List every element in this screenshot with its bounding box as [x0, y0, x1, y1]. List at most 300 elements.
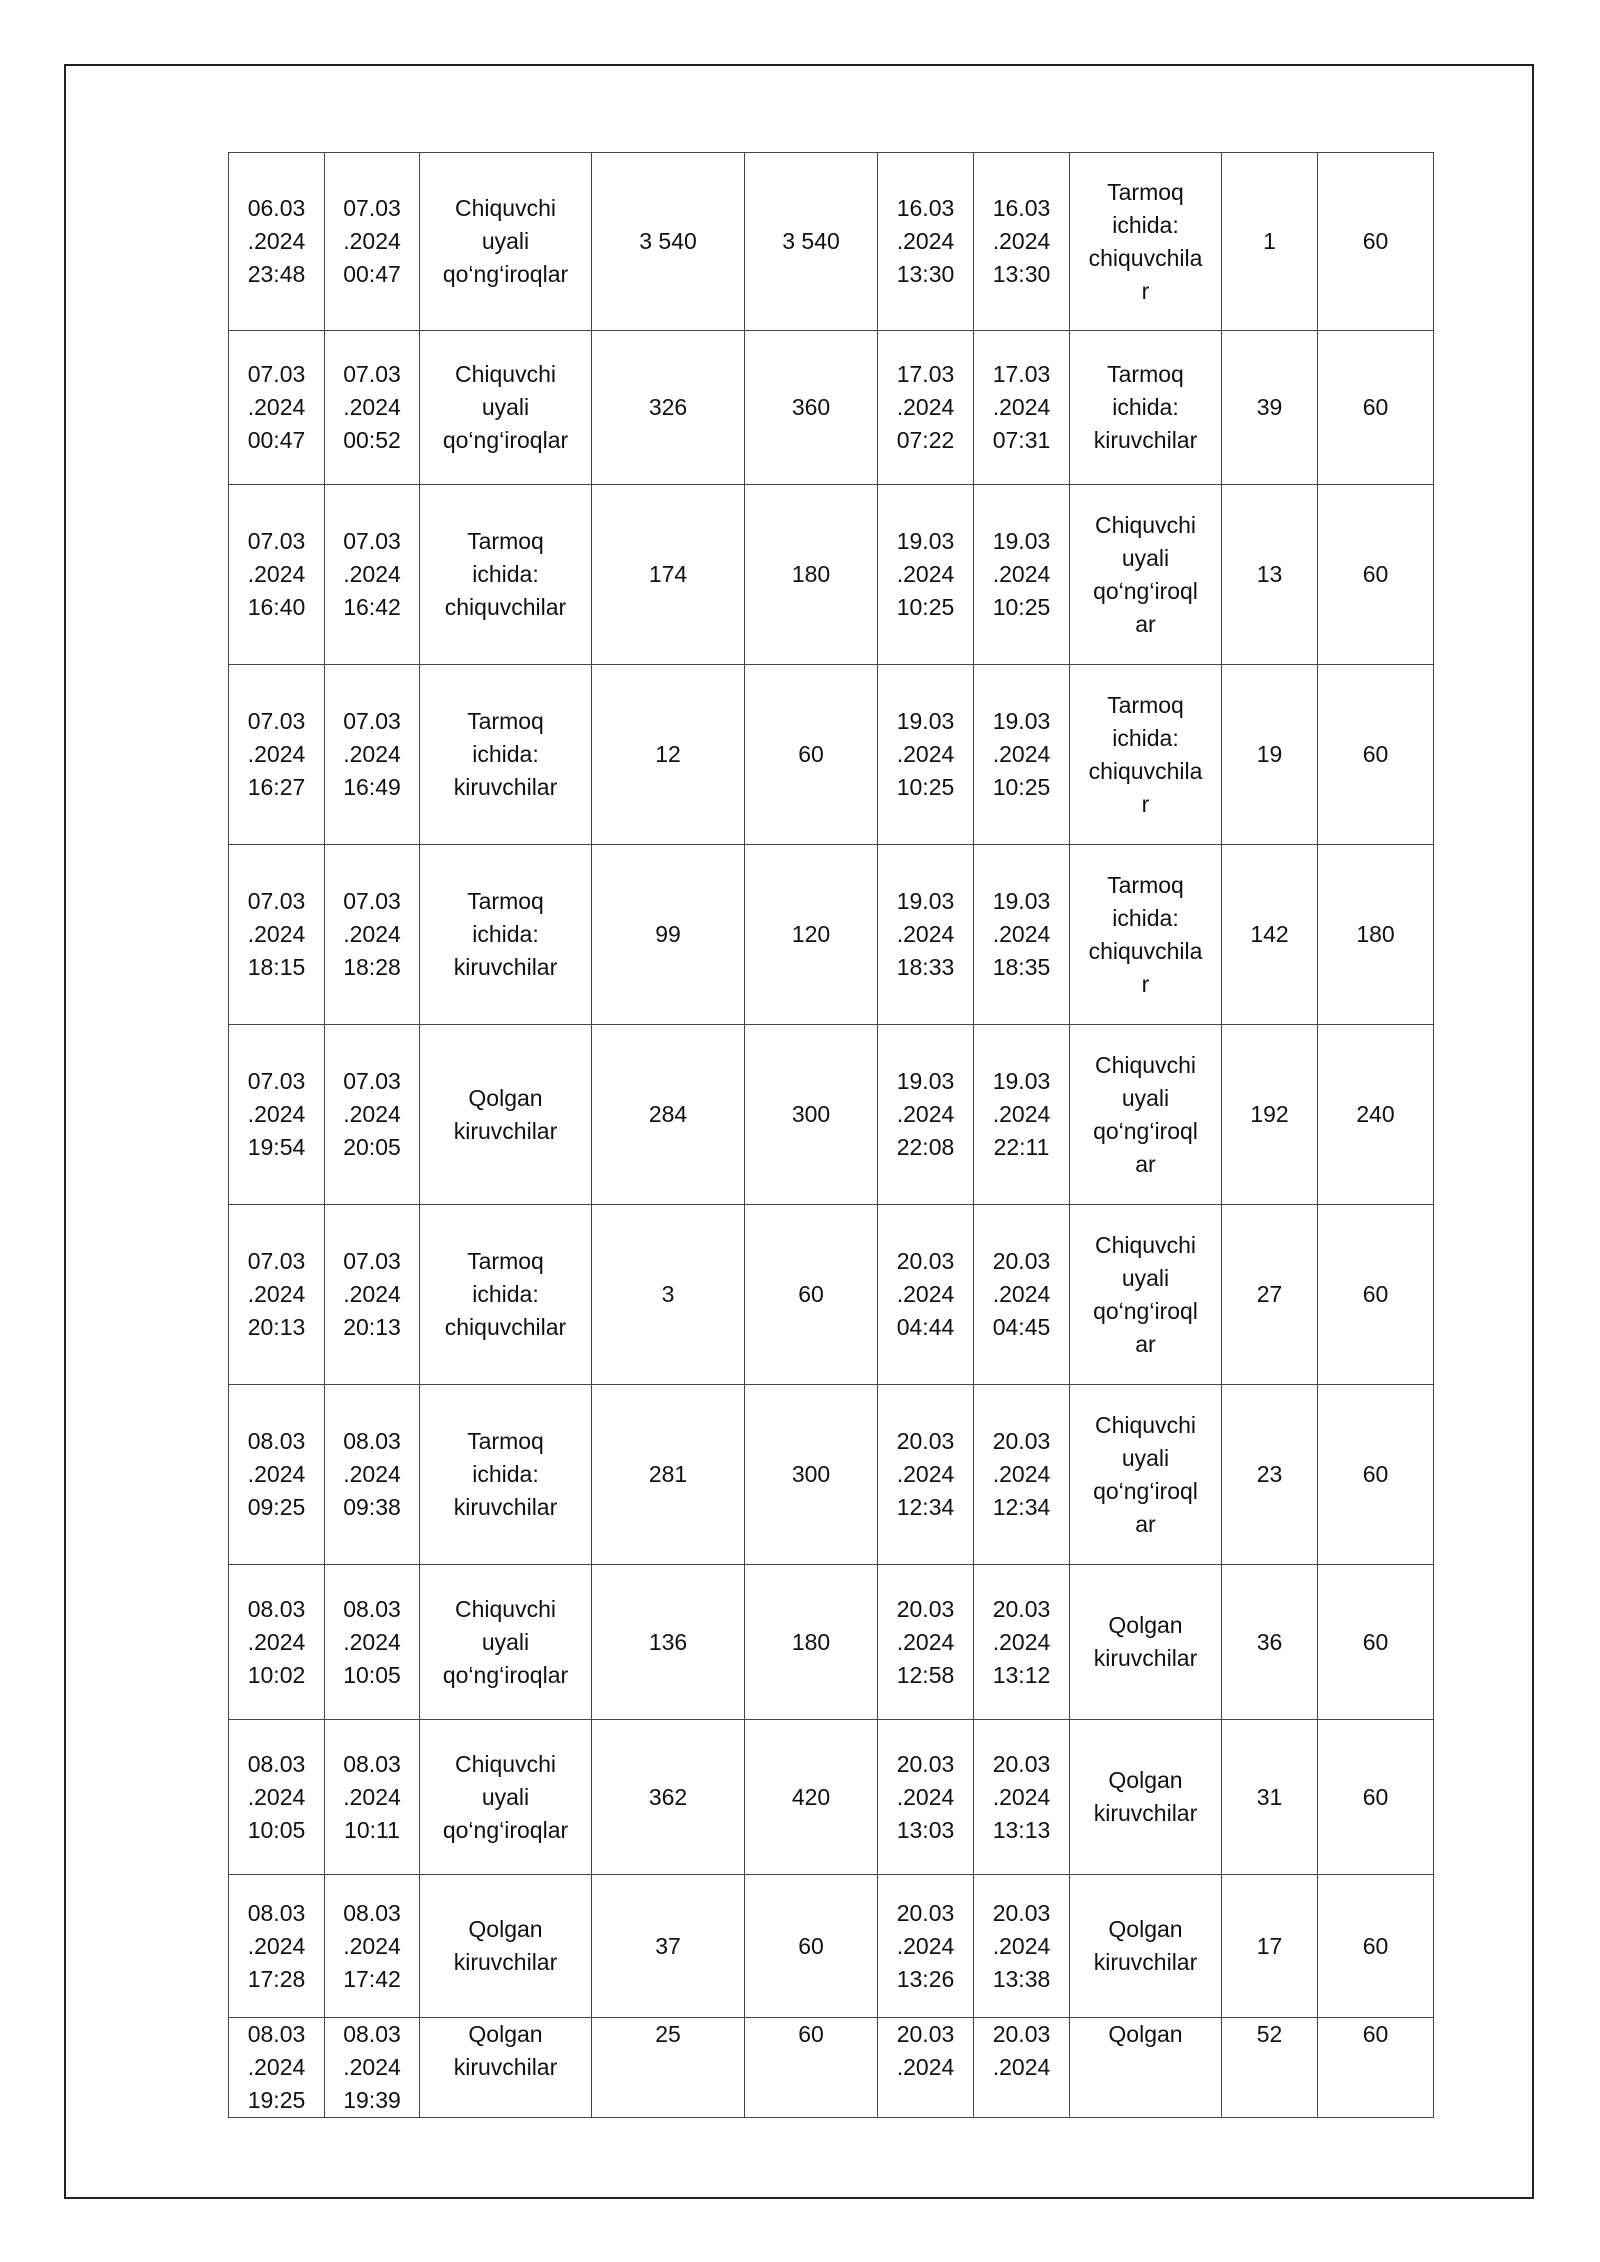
call-type-cell: [420, 1385, 592, 1565]
cell-line: 20.03: [992, 1428, 1051, 1454]
cell-line: 20.03: [896, 1428, 955, 1454]
duration-cell: [592, 485, 745, 665]
end-datetime-cell: [974, 1875, 1070, 2018]
cell-value: 362: [648, 1783, 688, 1810]
call-type-cell: [420, 1720, 592, 1875]
cell-value: 60: [1362, 228, 1389, 254]
start-datetime-cell: [878, 1565, 974, 1720]
call-type-cell: [420, 485, 592, 665]
cell-line: ichida:: [1112, 211, 1179, 238]
duration-cell: [1222, 1205, 1318, 1385]
cell-line: 19.03: [992, 888, 1051, 914]
billed-cell: [745, 1875, 878, 2018]
end-datetime-cell: [325, 665, 420, 845]
cell-line: 20.03: [896, 1248, 955, 1274]
table-row: [229, 1875, 1434, 2018]
billed-cell: [1318, 665, 1434, 845]
cell-line: 13:30: [992, 261, 1051, 287]
cell-value: 52: [1256, 2021, 1283, 2047]
cell-line: .2024: [992, 1932, 1051, 1959]
cell-line: .2024: [343, 1932, 401, 1959]
cell-line: 07.03: [343, 361, 401, 387]
billed-cell: [1318, 1205, 1434, 1385]
cell-value: 300: [791, 1101, 831, 1127]
end-datetime-cell: [325, 1720, 420, 1875]
cell-line: .2024: [896, 1628, 955, 1655]
duration-cell: [1222, 1025, 1318, 1205]
cell-line: 19:54: [247, 1134, 306, 1160]
billed-cell: [745, 2018, 878, 2118]
cell-line: Chiquvchi: [455, 1595, 556, 1622]
cell-line: chiquvchila: [1088, 244, 1203, 271]
cell-line: Qolgan: [1108, 2021, 1183, 2047]
cell-line: Chiquvchi: [1095, 511, 1196, 538]
cell-line: Qolgan: [1108, 1767, 1183, 1793]
cell-line: 18:35: [992, 954, 1051, 980]
cell-value: 192: [1250, 1101, 1289, 1127]
billed-cell: [745, 1720, 878, 1875]
cell-line: 10:05: [343, 1661, 401, 1688]
start-datetime-cell: [229, 1720, 325, 1875]
call-type-cell: [420, 2018, 592, 2118]
billed-cell: [1318, 845, 1434, 1025]
billed-cell: [1318, 153, 1434, 331]
cell-line: 08.03: [247, 1750, 306, 1777]
billed-cell: [745, 153, 878, 331]
cell-line: 12:34: [896, 1494, 955, 1520]
cell-line: 13:38: [992, 1965, 1051, 1992]
cell-line: 07.03: [343, 708, 401, 734]
cell-value: 23: [1256, 1461, 1283, 1487]
cell-line: 19:39: [343, 2087, 401, 2113]
cell-line: 07.03: [343, 888, 401, 914]
cell-line: r: [1141, 277, 1150, 304]
cell-line: 20.03: [896, 1595, 955, 1622]
end-datetime-cell: [325, 1205, 420, 1385]
cell-value: 60: [1362, 2021, 1389, 2047]
duration-cell: [1222, 331, 1318, 485]
cell-line: .2024: [343, 741, 401, 767]
billed-cell: [745, 485, 878, 665]
cell-value: 27: [1256, 1281, 1283, 1307]
cell-line: 20:13: [247, 1314, 306, 1340]
cell-value: 37: [655, 1932, 681, 1959]
billed-cell: [745, 665, 878, 845]
cell-line: qo‘ng‘iroqlar: [442, 1661, 569, 1688]
cell-value: 3: [661, 1281, 675, 1307]
cell-line: 07.03: [247, 1248, 306, 1274]
duration-cell: [1222, 1565, 1318, 1720]
cell-line: 19:25: [247, 2087, 306, 2113]
cell-line: 08.03: [247, 1428, 306, 1454]
call-records-table: [228, 152, 1434, 2118]
end-datetime-cell: [325, 1875, 420, 2018]
start-datetime-cell: [878, 1205, 974, 1385]
table-row: [229, 1565, 1434, 1720]
cell-line: ar: [1135, 610, 1156, 637]
cell-line: .2024: [896, 1932, 955, 1959]
end-datetime-cell: [974, 331, 1070, 485]
cell-line: 12:34: [992, 1494, 1051, 1520]
cell-line: Tarmoq: [1107, 178, 1184, 205]
cell-line: 20.03: [896, 2021, 955, 2047]
cell-line: Qolgan: [1108, 1916, 1183, 1942]
cell-line: ichida:: [472, 561, 539, 587]
cell-line: 07.03: [247, 888, 306, 914]
end-datetime-cell: [325, 1025, 420, 1205]
duration-cell: [592, 1025, 745, 1205]
cell-line: kiruvchilar: [453, 1117, 558, 1144]
duration-cell: [592, 1565, 745, 1720]
start-datetime-cell: [229, 1205, 325, 1385]
cell-line: .2024: [343, 1461, 401, 1487]
cell-line: 07:22: [896, 427, 955, 453]
billed-cell: [1318, 1025, 1434, 1205]
cell-line: 19.03: [992, 1068, 1051, 1094]
cell-line: .2024: [247, 1932, 306, 1959]
cell-value: 60: [1362, 1628, 1389, 1655]
cell-line: 18:28: [343, 954, 401, 980]
cell-line: 08.03: [343, 1750, 401, 1777]
duration-cell: [592, 665, 745, 845]
cell-line: 20.03: [992, 1899, 1051, 1926]
cell-line: .2024: [992, 2054, 1051, 2080]
call-type-cell: [420, 1875, 592, 2018]
cell-line: ichida:: [472, 1281, 539, 1307]
cell-line: Chiquvchi: [455, 1750, 556, 1777]
cell-line: uyali: [1121, 1084, 1170, 1111]
cell-line: Tarmoq: [467, 1248, 544, 1274]
cell-line: 07.03: [343, 528, 401, 554]
call-type-cell: [420, 1205, 592, 1385]
cell-line: qo‘ng‘iroqlar: [442, 1816, 569, 1843]
start-datetime-cell: [878, 485, 974, 665]
cell-value: 180: [791, 1628, 831, 1655]
cell-line: 17.03: [992, 361, 1051, 387]
call-type-cell: [1070, 1720, 1222, 1875]
cell-line: .2024: [896, 228, 955, 254]
cell-line: 09:25: [247, 1494, 306, 1520]
cell-value: 60: [1362, 1281, 1389, 1307]
start-datetime-cell: [878, 1025, 974, 1205]
cell-value: 99: [655, 921, 681, 947]
end-datetime-cell: [974, 1720, 1070, 1875]
start-datetime-cell: [878, 331, 974, 485]
cell-line: .2024: [247, 1461, 306, 1487]
start-datetime-cell: [229, 845, 325, 1025]
duration-cell: [592, 1385, 745, 1565]
table-row: [229, 1205, 1434, 1385]
cell-line: ichida:: [1112, 904, 1179, 931]
cell-line: chiquvchilar: [444, 594, 567, 620]
call-type-cell: [1070, 1385, 1222, 1565]
duration-cell: [1222, 1720, 1318, 1875]
cell-value: 300: [791, 1461, 831, 1487]
billed-cell: [745, 1205, 878, 1385]
cell-line: 06.03: [247, 195, 306, 221]
cell-line: 10:11: [344, 1816, 400, 1843]
cell-value: 136: [648, 1628, 688, 1655]
call-type-cell: [1070, 665, 1222, 845]
cell-line: Qolgan: [468, 1084, 543, 1111]
cell-line: chiquvchila: [1088, 757, 1203, 784]
cell-line: kiruvchilar: [453, 954, 558, 980]
billed-cell: [1318, 2018, 1434, 2118]
cell-value: 31: [1256, 1783, 1283, 1810]
start-datetime-cell: [229, 1875, 325, 2018]
cell-line: 17.03: [896, 361, 955, 387]
cell-line: ichida:: [1112, 394, 1179, 420]
table-row: [229, 1720, 1434, 1875]
cell-line: kiruvchilar: [1093, 1800, 1198, 1826]
cell-line: qo‘ng‘iroql: [1093, 577, 1198, 604]
cell-line: 17:42: [343, 1965, 401, 1992]
cell-line: .2024: [343, 1281, 401, 1307]
call-type-cell: [420, 665, 592, 845]
cell-line: 16.03: [896, 195, 955, 221]
cell-line: .2024: [896, 394, 955, 420]
cell-line: 12:58: [896, 1661, 955, 1688]
cell-line: kiruvchilar: [453, 1949, 558, 1975]
call-type-cell: [420, 331, 592, 485]
cell-value: 60: [1362, 1461, 1389, 1487]
billed-cell: [745, 331, 878, 485]
call-type-cell: [420, 153, 592, 331]
cell-value: 240: [1356, 1101, 1395, 1127]
cell-line: 04:45: [992, 1314, 1051, 1340]
cell-line: 20.03: [896, 1750, 955, 1777]
cell-line: .2024: [896, 561, 955, 587]
cell-line: .2024: [343, 921, 401, 947]
cell-line: .2024: [247, 1101, 306, 1127]
start-datetime-cell: [878, 2018, 974, 2118]
cell-line: uyali: [1121, 544, 1170, 571]
cell-line: .2024: [343, 2054, 401, 2080]
cell-line: 10:02: [247, 1661, 306, 1688]
call-type-cell: [1070, 485, 1222, 665]
cell-line: 16:40: [247, 594, 306, 620]
cell-line: Tarmoq: [467, 888, 544, 914]
cell-line: Qolgan: [468, 1916, 543, 1942]
cell-line: 20.03: [896, 1899, 955, 1926]
cell-line: .2024: [896, 2054, 955, 2080]
cell-line: 20.03: [992, 1750, 1051, 1777]
cell-line: .2024: [247, 1628, 306, 1655]
cell-line: 09:38: [343, 1494, 401, 1520]
cell-line: Chiquvchi: [455, 361, 556, 387]
cell-line: uyali: [1121, 1264, 1170, 1291]
cell-line: kiruvchilar: [453, 1494, 558, 1520]
cell-line: qo‘ng‘iroqlar: [442, 427, 569, 453]
cell-line: 19.03: [896, 1068, 955, 1094]
cell-line: .2024: [247, 394, 306, 420]
cell-line: qo‘ng‘iroql: [1093, 1477, 1198, 1504]
billed-cell: [1318, 1565, 1434, 1720]
start-datetime-cell: [878, 1385, 974, 1565]
cell-line: Tarmoq: [1107, 691, 1184, 718]
cell-line: Tarmoq: [1107, 361, 1184, 387]
cell-line: chiquvchila: [1088, 937, 1203, 964]
duration-cell: [1222, 153, 1318, 331]
start-datetime-cell: [878, 845, 974, 1025]
end-datetime-cell: [325, 331, 420, 485]
cell-line: 07.03: [247, 528, 306, 554]
start-datetime-cell: [229, 1565, 325, 1720]
call-type-cell: [420, 845, 592, 1025]
start-datetime-cell: [229, 1025, 325, 1205]
end-datetime-cell: [974, 1205, 1070, 1385]
cell-value: 25: [655, 2021, 681, 2047]
cell-line: 19.03: [896, 528, 955, 554]
start-datetime-cell: [878, 1875, 974, 2018]
call-type-cell: [1070, 1565, 1222, 1720]
cell-value: 180: [791, 561, 831, 587]
cell-line: 10:25: [896, 594, 955, 620]
cell-line: .2024: [896, 741, 955, 767]
duration-cell: [1222, 665, 1318, 845]
cell-value: 19: [1256, 741, 1283, 767]
start-datetime-cell: [229, 665, 325, 845]
end-datetime-cell: [325, 845, 420, 1025]
cell-line: Chiquvchi: [455, 195, 556, 221]
call-type-cell: [420, 1565, 592, 1720]
table-row: [229, 665, 1434, 845]
cell-line: qo‘ng‘iroql: [1093, 1297, 1198, 1324]
cell-line: .2024: [247, 561, 306, 587]
cell-line: 00:47: [343, 261, 401, 287]
cell-line: .2024: [992, 1628, 1051, 1655]
cell-line: 22:08: [896, 1134, 955, 1160]
duration-cell: [592, 331, 745, 485]
cell-line: kiruvchilar: [1093, 1645, 1198, 1671]
cell-line: 08.03: [343, 1899, 401, 1926]
cell-line: Qolgan: [468, 2021, 543, 2047]
cell-line: ichida:: [472, 1461, 539, 1487]
cell-line: kiruvchilar: [1093, 427, 1198, 453]
cell-line: 08.03: [343, 2021, 401, 2047]
cell-line: .2024: [343, 1101, 401, 1127]
cell-line: 16:49: [343, 774, 401, 800]
cell-line: 07:31: [992, 427, 1051, 453]
cell-line: 13:30: [896, 261, 955, 287]
cell-line: r: [1141, 970, 1150, 997]
cell-line: .2024: [992, 1281, 1051, 1307]
start-datetime-cell: [229, 153, 325, 331]
cell-value: 60: [798, 1281, 824, 1307]
start-datetime-cell: [878, 153, 974, 331]
end-datetime-cell: [325, 1565, 420, 1720]
cell-line: .2024: [343, 1783, 401, 1810]
cell-value: 3 540: [639, 228, 697, 254]
cell-line: ar: [1135, 1330, 1156, 1357]
cell-line: 18:33: [896, 954, 955, 980]
cell-line: .2024: [992, 394, 1051, 420]
cell-value: 360: [791, 394, 831, 420]
cell-line: uyali: [1121, 1444, 1170, 1471]
cell-line: 07.03: [247, 708, 306, 734]
duration-cell: [592, 845, 745, 1025]
end-datetime-cell: [974, 153, 1070, 331]
cell-line: 08.03: [343, 1428, 401, 1454]
cell-value: 60: [1362, 394, 1389, 420]
cell-line: qo‘ng‘iroqlar: [442, 261, 569, 287]
end-datetime-cell: [974, 665, 1070, 845]
cell-line: 20.03: [992, 1595, 1051, 1622]
cell-line: ichida:: [1112, 724, 1179, 751]
start-datetime-cell: [229, 1385, 325, 1565]
cell-value: 174: [648, 561, 688, 587]
call-type-cell: [1070, 2018, 1222, 2118]
cell-line: .2024: [992, 741, 1051, 767]
call-type-cell: [420, 1025, 592, 1205]
cell-line: Tarmoq: [467, 708, 544, 734]
cell-line: .2024: [992, 1101, 1051, 1127]
end-datetime-cell: [325, 153, 420, 331]
cell-line: .2024: [343, 561, 401, 587]
cell-line: 08.03: [247, 2021, 306, 2047]
cell-line: 10:25: [896, 774, 955, 800]
cell-line: Chiquvchi: [1095, 1051, 1196, 1078]
end-datetime-cell: [325, 485, 420, 665]
cell-line: 20.03: [992, 2021, 1051, 2047]
cell-line: kiruvchilar: [1093, 1949, 1198, 1975]
cell-line: 13:13: [992, 1816, 1051, 1843]
cell-value: 281: [648, 1461, 688, 1487]
cell-line: 07.03: [343, 195, 401, 221]
end-datetime-cell: [974, 1385, 1070, 1565]
cell-line: qo‘ng‘iroql: [1093, 1117, 1198, 1144]
billed-cell: [1318, 331, 1434, 485]
cell-value: 17: [1256, 1932, 1283, 1959]
cell-line: uyali: [481, 394, 530, 420]
billed-cell: [1318, 1385, 1434, 1565]
cell-value: 284: [648, 1101, 688, 1127]
cell-line: 10:25: [992, 594, 1051, 620]
cell-line: .2024: [247, 1281, 306, 1307]
duration-cell: [1222, 485, 1318, 665]
end-datetime-cell: [325, 1385, 420, 1565]
end-datetime-cell: [325, 2018, 420, 2118]
duration-cell: [592, 1205, 745, 1385]
duration-cell: [592, 2018, 745, 2118]
cell-line: 08.03: [343, 1595, 401, 1622]
cell-line: Tarmoq: [467, 1428, 544, 1454]
table-row: [229, 1385, 1434, 1565]
cell-line: 13:12: [992, 1661, 1051, 1688]
table-row: [229, 845, 1434, 1025]
call-type-cell: [1070, 1025, 1222, 1205]
cell-line: kiruvchilar: [453, 774, 558, 800]
cell-line: 19.03: [992, 528, 1051, 554]
call-type-cell: [1070, 1875, 1222, 2018]
cell-line: Qolgan: [1108, 1612, 1183, 1638]
cell-line: uyali: [481, 1628, 530, 1655]
cell-line: .2024: [992, 921, 1051, 947]
duration-cell: [592, 153, 745, 331]
cell-line: 00:47: [247, 427, 306, 453]
cell-line: Tarmoq: [467, 528, 544, 554]
cell-line: 23:48: [247, 261, 306, 287]
cell-line: 18:15: [247, 954, 306, 980]
start-datetime-cell: [878, 1720, 974, 1875]
table-row: [229, 485, 1434, 665]
cell-value: 120: [791, 921, 831, 947]
start-datetime-cell: [878, 665, 974, 845]
cell-line: 20:13: [343, 1314, 401, 1340]
cell-line: 07.03: [343, 1068, 401, 1094]
cell-line: 13:26: [896, 1965, 955, 1992]
cell-value: 1: [1263, 228, 1276, 254]
